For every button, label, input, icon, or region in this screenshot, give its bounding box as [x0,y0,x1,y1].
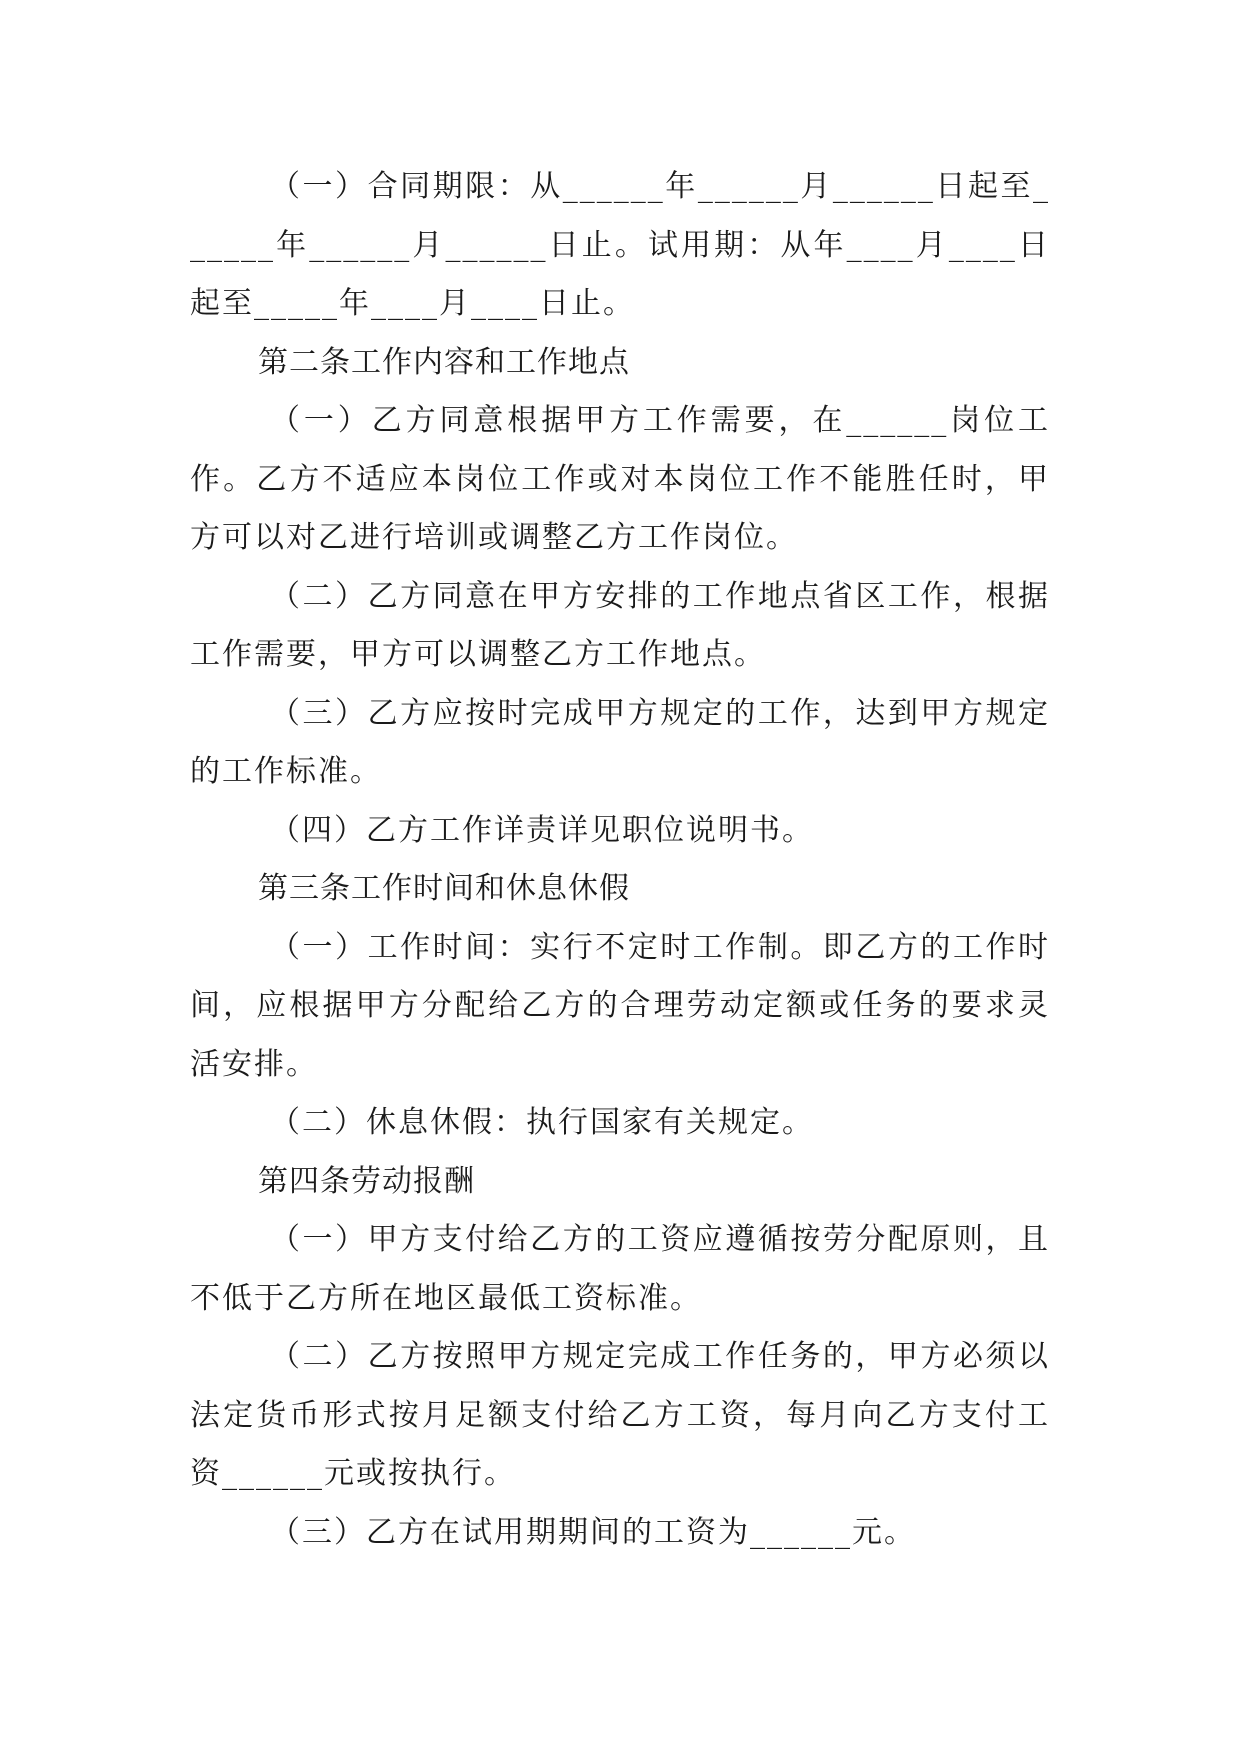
article-2-item-1: （一）乙方同意根据甲方工作需要，在______岗位工作。乙方不适应本岗位工作或对本岗位工作不能胜任时，甲方可以对乙进行培训或调整乙方工作岗位。 [190,403,1050,555]
document-page [190,158,1050,1562]
article-3-item-1: （一）工作时间：实行不定时工作制。即乙方的工作时间，应根据甲方分配给乙方的合理劳动定额或任务的要求灵活安排。 [190,929,1050,1082]
article-2-item-2: （二）乙方同意在甲方安排的工作地点省区工作，根据工作需要，甲方可以调整乙方工作地点。 [190,578,1050,672]
article-4-item-3: （三）乙方在试用期期间的工资为______元。 [270,1514,916,1550]
article-3-item-2: （二）休息休假：执行国家有关规定。 [270,1105,814,1140]
article-4-heading: 第四条劳动报酬 [258,1163,475,1199]
article-2-item-4: （四）乙方工作详责详见职位说明书。 [270,812,814,848]
contract-term-clause: （一）合同期限：从______年______月______日起至______年______月______日止。试用期：从年____月____日起至_____年____月____日止。 [190,169,1050,321]
article-2-heading: 第二条工作内容和工作地点 [258,344,630,380]
article-4-item-1: （一）甲方支付给乙方的工资应遵循按劳分配原则，且不低于乙方所在地区最低工资标准。 [190,1222,1050,1316]
article-4-item-2: （二）乙方按照甲方规定完成工作任务的，甲方必须以法定货币形式按月足额支付给乙方工资，每月向乙方支付工资______元或按执行。 [190,1339,1050,1491]
article-2-item-3: （三）乙方应按时完成甲方规定的工作，达到甲方规定的工作标准。 [190,695,1050,789]
article-3-heading: 第三条工作时间和休息休假 [258,871,630,906]
